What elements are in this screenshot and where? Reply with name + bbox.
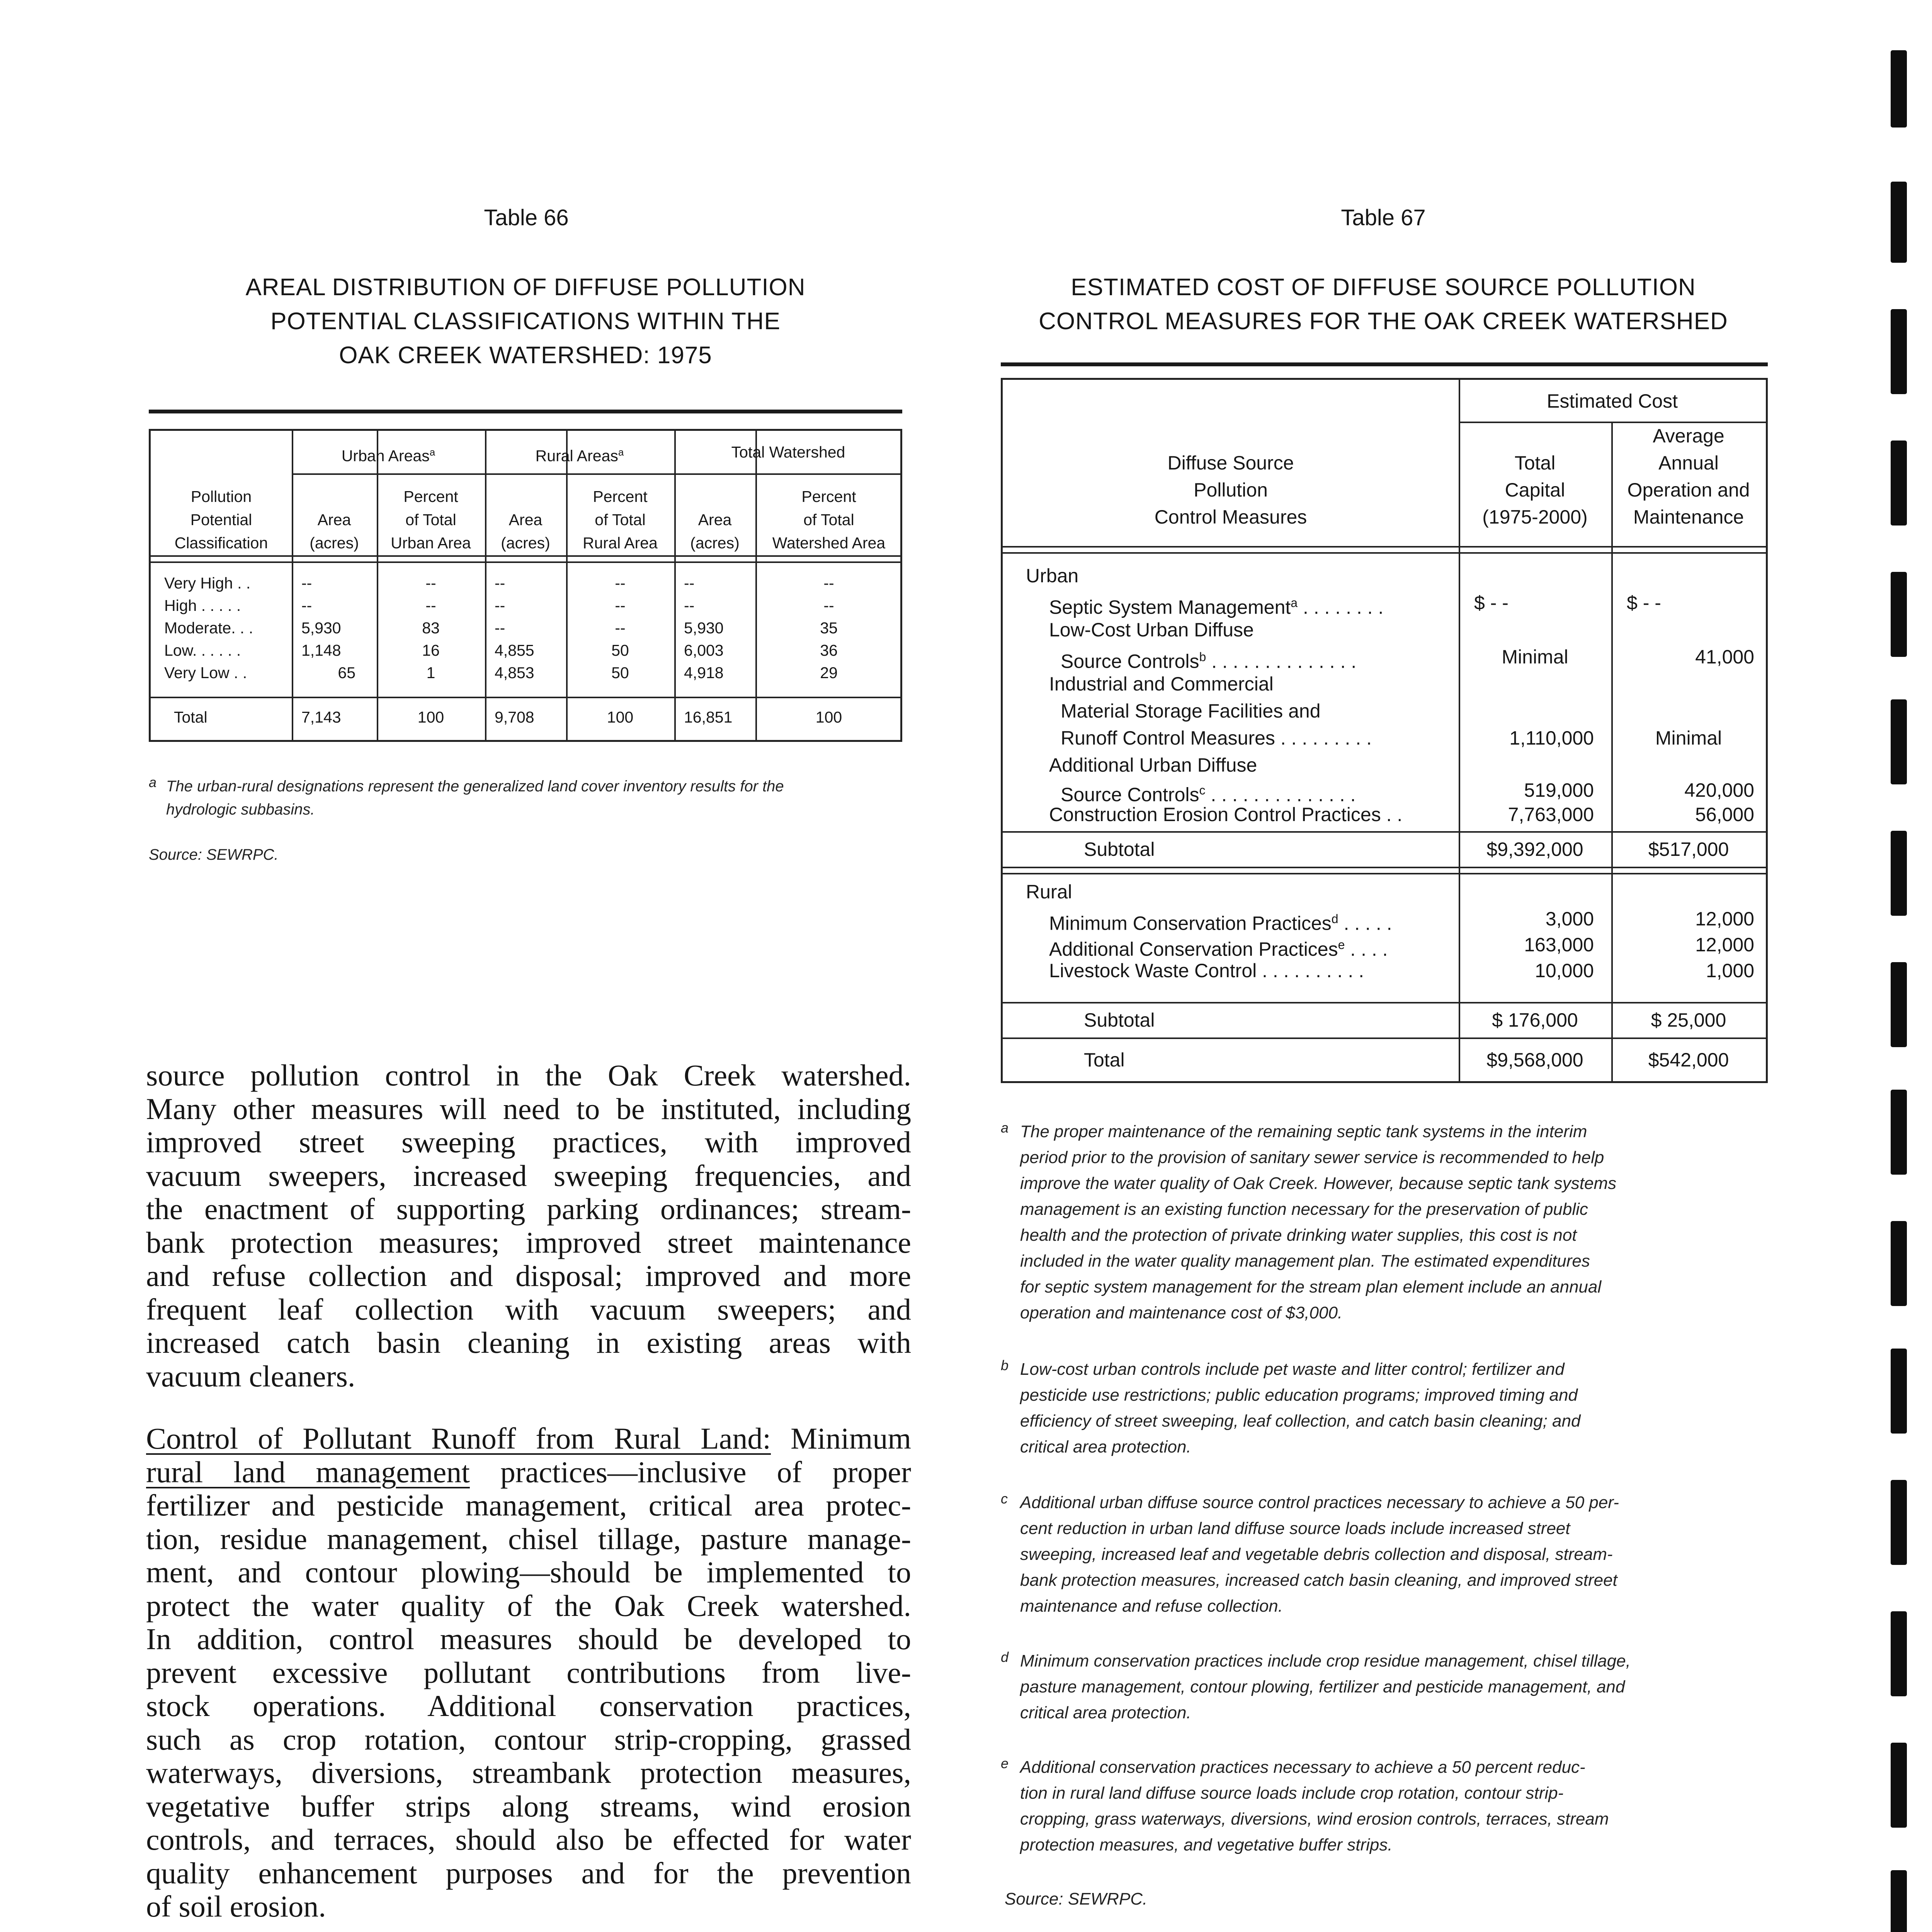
table-row: Industrial and Commercial [1049,673,1274,695]
table67-title [989,270,1777,338]
col-header-urban-area: Area (acres) [310,511,359,552]
rural-subtotal-om: $ 25,000 [1651,1009,1726,1031]
scan-mark [1891,182,1907,263]
rural-runoff-heading: Control of Pollutant Runoff from Rural Land: [146,1422,771,1455]
table66-number: Table 66 [484,205,569,230]
scan-mark [1891,309,1907,394]
urban-subtotal-label: Subtotal [1084,838,1155,860]
table66-title-line: AREAL DISTRIBUTION OF DIFFUSE POLLUTION [245,274,806,301]
table-total-row: Total 7,143 100 9,708 100 16,851 100 [174,708,842,726]
table67-note-e: e Additional conservation practices necessary to achieve a 50 percent reduc- tion in rural land diffuse source loads include crop rotation, contour strip- cropping, grass waterways, diversions, wind erosion controls, terraces, stream protection measures, and vegetative buffer strips. [1001,1755,1609,1854]
total-om: $542,000 [1648,1049,1729,1071]
scan-mark [1891,1870,1907,1932]
col-header-rural-percent: Percent of Total Rural Area [583,488,658,552]
left-para-2: Control of Pollutant Runoff from Rural Land: Minimum rural land management practices—inclusive of proper fertilizer and pesticide management, critical area protec- tion, residue management, chisel tillage, pasture manage- ment, and contour plowing—should be implemented to protect the water quality of the Oak Creek watershed. In addition, control measures should be developed to prevent excessive pollutant contributions from live- stock operations. Additional conservation practices, such as crop rotation, contour strip-cropping, grassed waterways, diversions, streambank protection measures, vegetative buffer strips along streams, wind erosion controls, and terraces, should also be effected for water quality enhancement purposes and for the prevention of soil erosion. [146,1422,911,1923]
table-row-cont: Runoff Control Measures . . . . . . . . . [1061,727,1372,749]
scan-mark [1891,1611,1907,1696]
scan-mark [1891,1349,1907,1434]
group-header-total: Total Watershed [731,443,845,461]
scan-mark [1891,699,1907,784]
table-row: Livestock Waste Control . . . . . . . . . . [1049,960,1364,981]
scan-mark [1891,962,1907,1047]
table-row: Low. . . . . . 1,148 16 4,855 50 6,003 36 [164,641,838,659]
table-row: Low-Cost Urban Diffuse [1049,619,1254,641]
scan-mark [1891,572,1907,657]
rural-subtotal-capital: $ 176,000 [1492,1009,1578,1031]
urban-subtotal-om: $517,000 [1648,838,1729,860]
header-total-capital: Total Capital (1975-2000) [1482,452,1588,528]
scan-mark [1891,1090,1907,1175]
table67-note-d: d Minimum conservation practices include crop residue management, chisel tillage, pasture management, contour plowing, fertilizer and pesticide management, and critical area protection. [1001,1649,1631,1722]
group-header-rural: Rural Areas$^a$ [535,446,624,465]
table66 [149,429,902,742]
scan-mark [1891,1221,1907,1306]
table67: Estimated Cost Diffuse Source Pollution Control Measures Total Capital (1975-2000) Average Annual Operation and Maintenance Urban Septic System Management$^a$ . . . . . . . . $ - - $ - - Low-Cost Urban Diffuse Source Controls$^b$ . . . . . . . . . . . . . . Minimal 41,000 Industrial and Commercial Material Storage Facilities and Runoff Control Measures . . . . . . . . . 1,110,000 Minimal Additional Urban Diffuse Source Controls$^c$ . . . . . . . . . . . . . . 519,000 420,000 Construction Erosion Control Practices . . 7,763,000 56,000 Subtotal $9,392,000 $517,000 Rural Minimum Conservation Practices$^d$ . . . . . 3,000 12,000 Additional Conservation Practices$^e$ . . . . 163,000 12,000 Livestock Waste Control . . . . . . . . . . 10,000 1,000 Subtotal $ 176,000 $ 25,000 Total $9,568,000 $542,000 [1001,378,1768,1083]
table-row: Very High . . -- -- -- -- -- -- [164,574,834,592]
scan-mark [1891,440,1907,526]
table66-title-line: OAK CREEK WATERSHED: 1975 [339,342,712,369]
rural-subtotal-label: Subtotal [1084,1009,1155,1031]
table67-top-rule [1001,362,1768,366]
table-row: Moderate. . . 5,930 83 -- -- 5,930 35 [164,619,838,637]
table-row: Construction Erosion Control Practices . . [1049,804,1403,825]
scan-mark [1891,1480,1907,1565]
total-label: Total [1084,1049,1125,1071]
scan-mark [1891,1743,1907,1828]
table-row: Very Low . . 65 1 4,853 50 4,918 29 [164,664,838,682]
table66-source: Source: SEWRPC. [149,846,279,863]
table-row-cont: Source Controls$^b$ . . . . . . . . . . . . . . [1061,650,1357,672]
urban-section-label: Urban [1026,565,1079,587]
table66-footnote-a: a The urban-rural designations represent the generalized land cover inventory results for the hydrologic subbasins. [149,774,784,818]
header-estimated-cost: Estimated Cost [1546,390,1678,412]
group-header-urban: Urban Areas$^a$ [341,446,435,465]
table67-number: Table 67 [1341,205,1426,230]
table67-source: Source: SEWRPC. [1005,1889,1148,1908]
table-row: Minimum Conservation Practices$^d$ . . . . . [1049,912,1392,934]
table-row-cont: Material Storage Facilities and [1061,700,1321,722]
rural-section-label: Rural [1026,881,1072,903]
total-capital: $9,568,000 [1486,1049,1583,1071]
table-row: Septic System Management$^a$ . . . . . . . . [1049,596,1384,618]
table66-top-rule [149,410,902,413]
table67-note-b: b Low-cost urban controls include pet waste and litter control; fertilizer and pesticide use restrictions; public education programs; improved timing and efficiency of street sweeping, leaf collection, and catch basin cleaning; and critical area protection. [1001,1357,1581,1456]
header-annual-om: Average Annual Operation and Maintenance [1627,425,1750,528]
table67-title-line: CONTROL MEASURES FOR THE OAK CREEK WATERSHED [1039,308,1728,335]
col-header-urban-percent: Percent of Total Urban Area [391,488,471,552]
header-control-measures: Diffuse Source Pollution Control Measures [1154,452,1307,528]
scan-mark [1891,831,1907,916]
col-header-rural-area: Area (acres) [501,511,550,552]
table66-title [149,270,902,372]
col-header-classification: Pollution Potential Classification [174,488,268,552]
col-header-total-area: Area (acres) [690,511,740,552]
table-row: Additional Urban Diffuse [1049,754,1257,776]
table67-title-line: ESTIMATED COST OF DIFFUSE SOURCE POLLUTION [1071,274,1696,301]
col-header-total-percent: Percent of Total Watershed Area [772,488,886,552]
scan-mark [1891,50,1907,128]
table-row: High . . . . . -- -- -- -- -- -- [164,597,834,614]
table-row-cont: Source Controls$^c$ . . . . . . . . . . . . . . [1061,783,1356,806]
table66-title-line: POTENTIAL CLASSIFICATIONS WITHIN THE [270,308,781,335]
table67-note-c: c Additional urban diffuse source control practices necessary to achieve a 50 per- cent reduction in urban land diffuse source loads include increased street sweeping, increased leaf and vegetable debris collection and disposal, stream- bank protection measures, increased catch basin cleaning, and improved street maintenance and refuse collection. [1001,1491,1619,1616]
table67-note-a: a The proper maintenance of the remaining septic tank systems in the interim period prior to the provision of sanitary sewer service is recommended to help improve the water quality of Oak Creek. However, because septic tank systems management is an existing function necessary for the preservation of public health and the protection of private drinking water supplies, this cost is not included in the water quality management plan. The estimated expenditures for septic system management for the stream plan element include an annual operation and maintenance cost of $3,000. [1001,1120,1617,1322]
left-para-1: source pollution control in the Oak Creek watershed. Many other measures will need to be instituted, including improved street sweeping practices, with improved vacuum sweepers, increased sweeping frequencies, and the enactment of supporting parking ordinances; stream- bank protection measures; improved street maintenance and refuse collection and disposal; improved and more frequent leaf collection with vacuum sweepers; and increased catch basin cleaning in existing areas with vacuum cleaners. [146,1058,911,1393]
table-row: Additional Conservation Practices$^e$ . . . . [1049,938,1388,960]
urban-subtotal-capital: $9,392,000 [1486,838,1583,860]
